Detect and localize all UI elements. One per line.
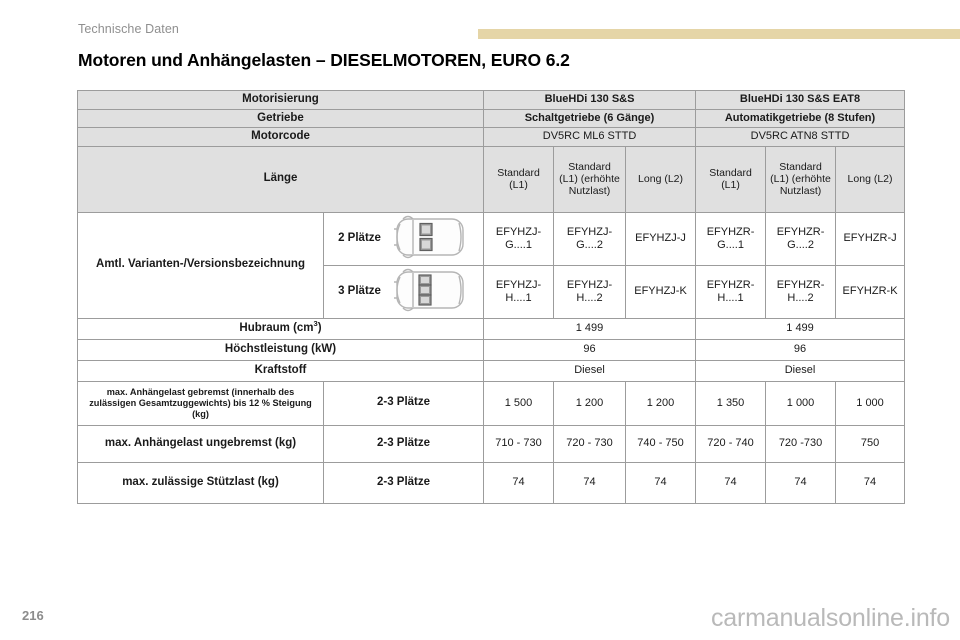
row-label-varianten: Amtl. Varianten-/Versionsbezeichnung xyxy=(78,212,324,318)
row-label-motorisierung: Motorisierung xyxy=(78,91,484,110)
row-label-anhaengelast-gebremst: max. Anhängelast gebremst (innerhalb des zulässigen Gesamtzuggewichts) bis 12 % Steigung (kg) xyxy=(78,381,324,425)
cell-laenge-4: Standard (L1) (erhöhte Nutzlast) xyxy=(766,146,836,212)
cell-varianten-3-5: EFYHZR-K xyxy=(836,265,905,318)
page-title: Motoren und Anhängelasten – DIESELMOTOREN, EURO 6.2 xyxy=(78,50,570,70)
cell-stuetzlast-5: 74 xyxy=(836,462,905,503)
row-label-stuetzlast: max. zulässige Stützlast (kg) xyxy=(78,462,324,503)
seats-2-cell xyxy=(324,212,484,265)
row-label-kraftstoff: Kraftstoff xyxy=(78,360,484,381)
cell-hubraum-0: 1 499 xyxy=(484,318,696,339)
page-header xyxy=(0,0,960,44)
hubraum-label-main: Hubraum (cm xyxy=(239,321,314,334)
cell-laenge-1: Standard (L1) (erhöhte Nutzlast) xyxy=(554,146,626,212)
cell-anhaengelast-ungebremst-0: 710 - 730 xyxy=(484,425,554,462)
table-row-laenge xyxy=(78,146,905,212)
table-row-anhaengelast-ungebremst xyxy=(78,425,905,462)
cell-anhaengelast-gebremst-3: 1 350 xyxy=(696,381,766,425)
cell-anhaengelast-gebremst-5: 1 000 xyxy=(836,381,905,425)
cell-varianten-2-2: EFYHZJ-J xyxy=(626,212,696,265)
row-label-hubraum xyxy=(78,318,484,339)
cell-stuetzlast-0: 74 xyxy=(484,462,554,503)
cell-stuetzlast-4: 74 xyxy=(766,462,836,503)
cell-laenge-5: Long (L2) xyxy=(836,146,905,212)
cell-hoechstleistung-0: 96 xyxy=(484,339,696,360)
seats-2-label: 2 Plätze xyxy=(338,231,381,244)
cell-varianten-3-2: EFYHZJ-K xyxy=(626,265,696,318)
hubraum-label-tail: ) xyxy=(317,321,322,334)
specifications-table xyxy=(77,90,905,504)
cell-anhaengelast-gebremst-0: 1 500 xyxy=(484,381,554,425)
table-row-stuetzlast xyxy=(78,462,905,503)
cell-getriebe-1: Automatikgetriebe (8 Stufen) xyxy=(696,109,905,128)
cell-motorisierung-0: BlueHDi 130 S&S xyxy=(484,91,696,110)
cell-motorcode-0: DV5RC ML6 STTD xyxy=(484,128,696,147)
chapter-breadcrumb: Technische Daten xyxy=(78,22,179,36)
cell-anhaengelast-gebremst-1: 1 200 xyxy=(554,381,626,425)
table-row-motorisierung xyxy=(78,91,905,110)
cell-varianten-3-4: EFYHZR-H....2 xyxy=(766,265,836,318)
cell-stuetzlast-seats: 2-3 Plätze xyxy=(324,462,484,503)
cell-hoechstleistung-1: 96 xyxy=(696,339,905,360)
cell-varianten-3-0: EFYHZJ-H....1 xyxy=(484,265,554,318)
site-watermark: carmanualsonline.info xyxy=(710,604,950,632)
cell-varianten-3-1: EFYHZJ-H....2 xyxy=(554,265,626,318)
cell-anhaengelast-gebremst-seats: 2-3 Plätze xyxy=(324,381,484,425)
cell-getriebe-0: Schaltgetriebe (6 Gänge) xyxy=(484,109,696,128)
cell-varianten-2-0: EFYHZJ-G....1 xyxy=(484,212,554,265)
hubraum-label-sup: 3 xyxy=(313,319,318,329)
cell-laenge-0: Standard (L1) xyxy=(484,146,554,212)
van-top-view-2-seats-icon xyxy=(391,215,469,263)
table-row-motorcode xyxy=(78,128,905,147)
table-row-varianten-2-plaetze xyxy=(78,212,905,265)
row-label-motorcode: Motorcode xyxy=(78,128,484,147)
cell-varianten-2-3: EFYHZR-G....1 xyxy=(696,212,766,265)
cell-kraftstoff-1: Diesel xyxy=(696,360,905,381)
cell-laenge-2: Long (L2) xyxy=(626,146,696,212)
row-label-getriebe: Getriebe xyxy=(78,109,484,128)
cell-varianten-2-4: EFYHZR-G....2 xyxy=(766,212,836,265)
row-label-laenge: Länge xyxy=(78,146,484,212)
cell-stuetzlast-1: 74 xyxy=(554,462,626,503)
cell-varianten-2-5: EFYHZR-J xyxy=(836,212,905,265)
header-accent-rule xyxy=(478,29,960,39)
seats-3-label: 3 Plätze xyxy=(338,284,381,297)
cell-varianten-3-3: EFYHZR-H....1 xyxy=(696,265,766,318)
cell-laenge-3: Standard (L1) xyxy=(696,146,766,212)
cell-kraftstoff-0: Diesel xyxy=(484,360,696,381)
table-row-hubraum xyxy=(78,318,905,339)
table-row-hoechstleistung xyxy=(78,339,905,360)
cell-anhaengelast-ungebremst-2: 740 - 750 xyxy=(626,425,696,462)
cell-hubraum-1: 1 499 xyxy=(696,318,905,339)
cell-anhaengelast-ungebremst-1: 720 - 730 xyxy=(554,425,626,462)
cell-anhaengelast-gebremst-2: 1 200 xyxy=(626,381,696,425)
page-number: 216 xyxy=(22,608,44,623)
cell-motorcode-1: DV5RC ATN8 STTD xyxy=(696,128,905,147)
cell-varianten-2-1: EFYHZJ-G....2 xyxy=(554,212,626,265)
cell-stuetzlast-2: 74 xyxy=(626,462,696,503)
cell-anhaengelast-ungebremst-3: 720 - 740 xyxy=(696,425,766,462)
row-label-anhaengelast-ungebremst: max. Anhängelast ungebremst (kg) xyxy=(78,425,324,462)
cell-anhaengelast-gebremst-4: 1 000 xyxy=(766,381,836,425)
table-row-anhaengelast-gebremst xyxy=(78,381,905,425)
row-label-hoechstleistung: Höchstleistung (kW) xyxy=(78,339,484,360)
cell-motorisierung-1: BlueHDi 130 S&S EAT8 xyxy=(696,91,905,110)
cell-anhaengelast-ungebremst-4: 720 -730 xyxy=(766,425,836,462)
cell-anhaengelast-ungebremst-5: 750 xyxy=(836,425,905,462)
table-row-kraftstoff xyxy=(78,360,905,381)
table-row-getriebe xyxy=(78,109,905,128)
seats-3-cell xyxy=(324,265,484,318)
cell-stuetzlast-3: 74 xyxy=(696,462,766,503)
van-top-view-3-seats-icon xyxy=(391,268,469,316)
cell-anhaengelast-ungebremst-seats: 2-3 Plätze xyxy=(324,425,484,462)
